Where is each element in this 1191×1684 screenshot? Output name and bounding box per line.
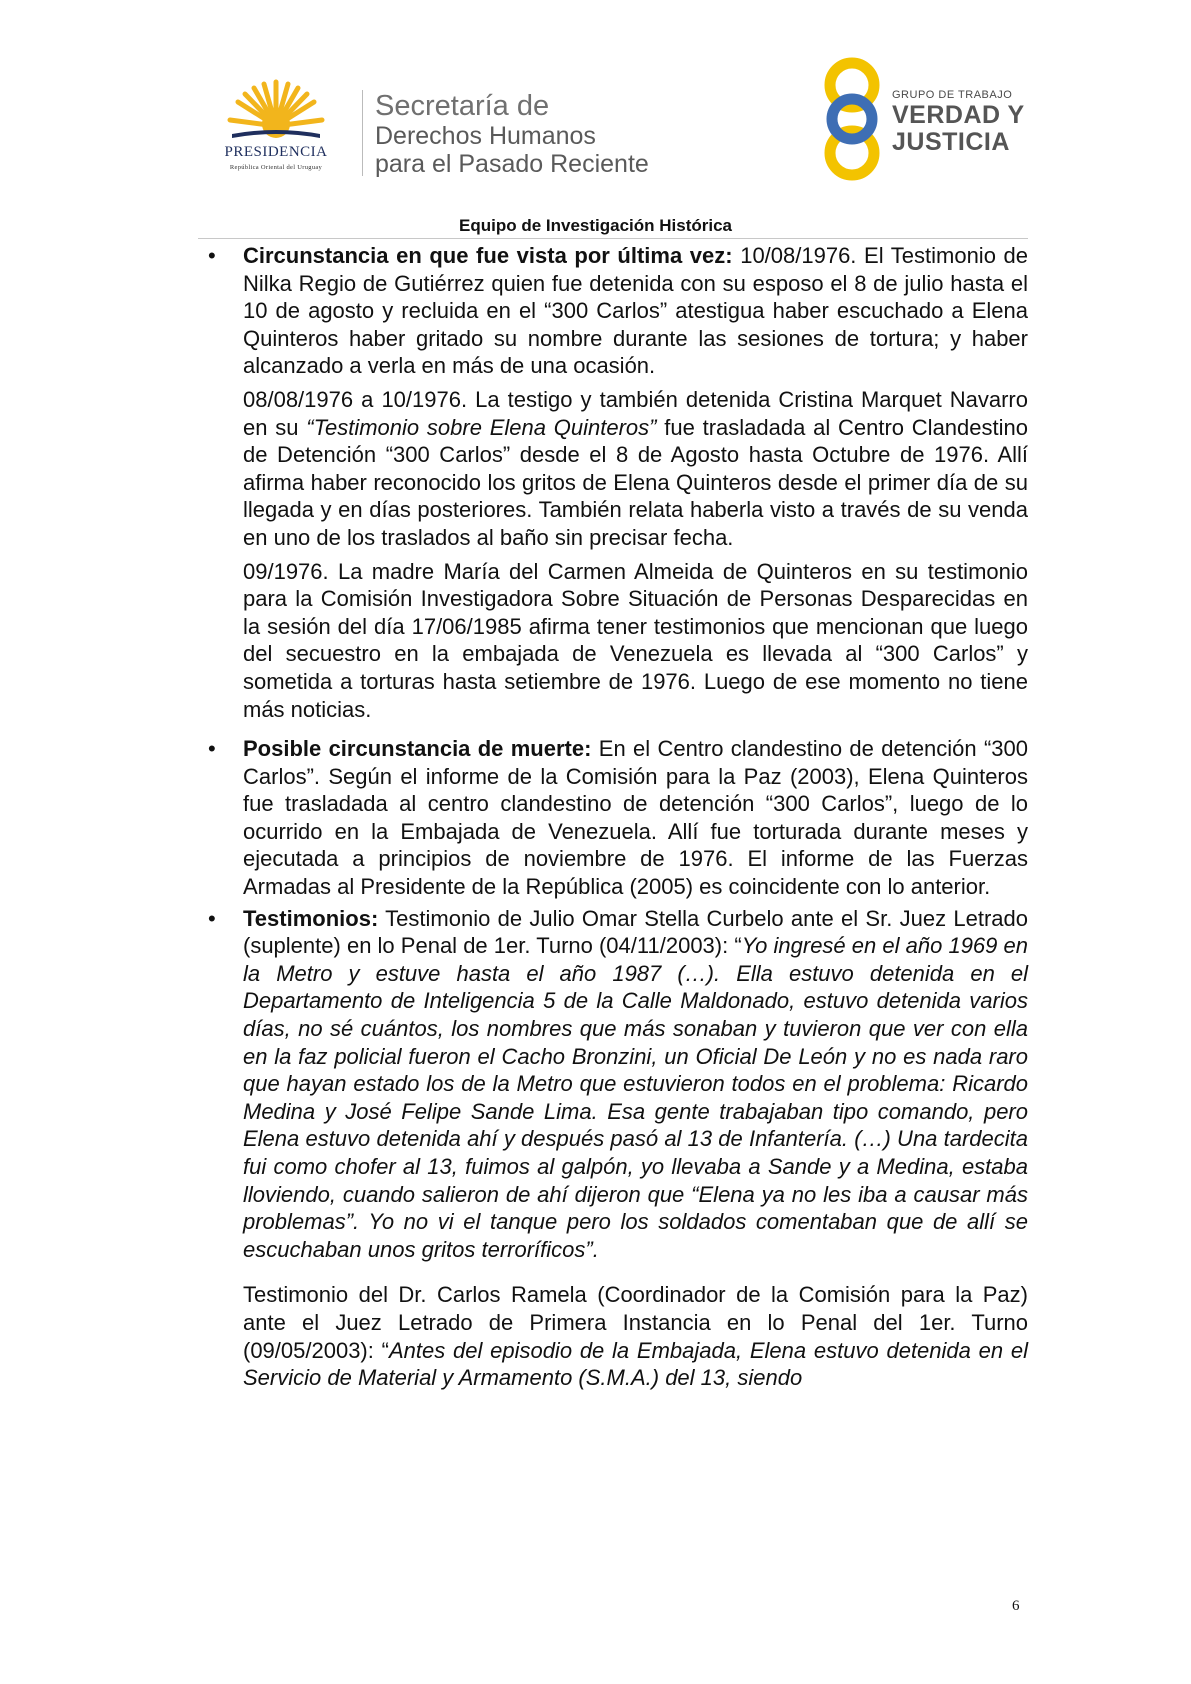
sun-emblem-icon (226, 78, 326, 142)
testimonies-p2-quote: Antes del episodio de la Embajada, Elena estuvo detenida en el Servicio de Material y Armamento (S.M.A.) del 13, siendo (243, 1337, 1028, 1391)
verdad-justicia-rings-icon (822, 55, 882, 185)
last-seen-text: 10/08/1976. El Testimonio de Nilka Regio de Gutiérrez quien fue detenida con su esposo el 8 de julio hasta el 10 de agosto y recluida en el “300 Carlos” atestigua haber escuchado a Elena Quinteros haber gritado su nombre durante las sesiones de tortura; y haber alcanzado a verla en más de una ocasión. (243, 243, 1028, 379)
justicia-text: JUSTICIA (892, 128, 1010, 156)
testimonies-label: Testimonios: (243, 905, 379, 931)
bullet-marker: • (208, 243, 216, 268)
last-seen-paragraph-2 (208, 386, 1028, 552)
last-seen-p2-a: 08/08/1976 a 10/1976. La testigo y también detenida Cristina Marquet Navarro en su (243, 386, 1028, 440)
testimonies-p2-a: Testimonio del Dr. Carlos Ramela (Coordinador de la Comisión para la Paz) ante el Juez Letrado de Primera Instancia en lo Penal del 1er. Turno (09/05/2003): “ (243, 1282, 1028, 1363)
death-text: En el Centro clandestino de detención “300 Carlos”. Según el informe de la Comisión para la Paz (2003), Elena Quinteros fue trasladada al centro clandestino de detención “300 Carlos”, luego de lo ocurrido en la Embajada de Venezuela. Allí fue torturada durante meses y ejecutada a principios de noviembre de 1976. El informe de las Fuerzas Armadas al Presidente de la República (2005) es coincidente con lo anterior. (243, 736, 1029, 900)
testimonies-paragraph-2 (208, 1281, 1028, 1391)
bullet-marker: • (208, 736, 216, 762)
document-body (208, 242, 1028, 1392)
section-death (208, 735, 1028, 901)
page-number: 6 (1012, 1598, 1020, 1614)
last-seen-paragraph-3: 09/1976. La madre María del Carmen Almeida de Quinteros en su testimonio para la Comisión Investigadora Sobre Situación de Personas Desparecidas en la sesión del día 17/06/1985 afirma tener testimonios que mencionan que luego del secuestro en la embajada de Venezuela es llevada al “300 Carlos” y sometida a torturas hasta setiembre de 1976. Luego de ese momento no tiene más noticias. (243, 558, 1028, 722)
page-header (0, 0, 1191, 235)
death-label: Posible circunstancia de muerte: (243, 736, 592, 762)
secretaria-line-1: Secretaría de (375, 90, 550, 122)
testimonies-text: Testimonio de Julio Omar Stella Curbelo ante el Sr. Juez Letrado (suplente) en lo Penal de 1er. Turno (04/11/2003): “ (243, 905, 1028, 959)
presidencia-logo (196, 78, 356, 178)
presidencia-subtitle: República Oriental del Uruguay (229, 164, 323, 171)
last-seen-p2-b: fue trasladada al Centro Clandestino de Detención “300 Carlos” desde el 8 de Agosto hasta Octubre de 1976. Allí afirma haber reconocido los gritos de Elena Quinteros desde el primer día de su llegada y en días posteriores. También relata haberla visto a través de su venda en uno de los traslados al baño sin precisar fecha. (243, 414, 1028, 550)
verdad-text: VERDAD Y (892, 101, 1025, 129)
verdad-justicia-wordmark (892, 88, 1025, 156)
last-seen-label: Circunstancia en que fue vista por última vez: (243, 243, 733, 268)
presidencia-wordmark: PRESIDENCIA (224, 144, 328, 160)
section-testimonies (208, 905, 1028, 1264)
bullet-marker: • (208, 905, 216, 931)
header-divider (362, 90, 363, 176)
secretaria-line-2: Derechos Humanos (375, 122, 596, 150)
secretaria-line-3: para el Pasado Reciente (375, 150, 649, 178)
testimonies-quote: Yo ingresé en el año 1969 en la Metro y estuve hasta el año 1987 (…). Ella estuvo detenida en el Departamento de Inteligencia 5 de la Calle Maldonado, estuvo detenida varios días, no sé cuántos, los nombres que más sonaban y tuvieron que ver con ella en la faz policial fueron el Cacho Bronzini, un Oficial De León y no es nada raro que hayan estado los de la Metro que estuvieron todos en el problema: Ricardo Medina y José Felipe Sande Lima. Esa gente trabajaban tipo comando, pero Elena estuvo detenida ahí y después pasó al 13 de Infantería. (…) Una tardecita fui como chofer al 13, fuimos al galpón, yo llevaba a Sande y a Medina, estaba lloviendo, cuando salieron de ahí dijeron que “Elena ya no les iba a causar más problemas”. Yo no vi el tanque pero los soldados comentaban que de allí se escuchaban unos gritos terroríficos”. (243, 933, 1028, 1262)
header-rule (198, 238, 1028, 239)
last-seen-p2-title: “Testimonio sobre Elena Quinteros” (306, 414, 657, 440)
grupo-trabajo-text: GRUPO DE TRABAJO (892, 89, 1013, 101)
team-title: Equipo de Investigación Histórica (459, 216, 732, 235)
section-last-seen (208, 242, 1028, 380)
secretaria-wordmark (375, 90, 649, 178)
